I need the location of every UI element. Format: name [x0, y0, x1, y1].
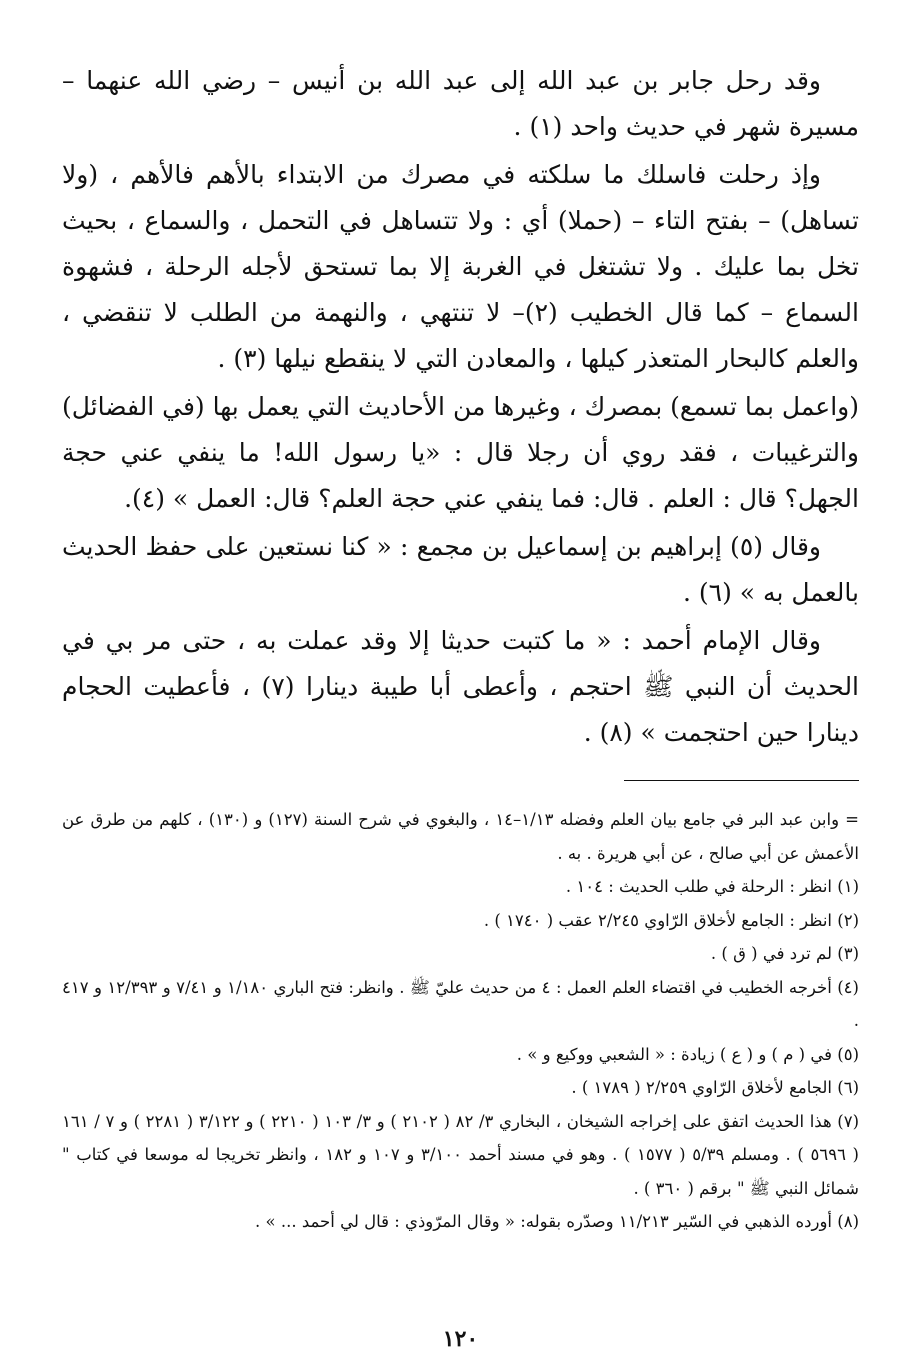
footnote-8: (٨) أورده الذهبي في السّير ١١/٢١٣ وصدّره بقوله: « وقال المرّوذي : قال لي أحمد ... » . [255, 1212, 859, 1231]
footnote-2: (٢) انظر : الجامع لأخلاق الرّاوي ٢/٢٤٥ عقب ( ١٧٤٠ ) . [483, 910, 859, 930]
paragraph-3: (واعمل بما تسمع) بمصرك ، وغيرها من الأحاديث التي يعمل بها (في الفضائل) والترغيبات ، فقد روي أن رجلا قال : «يا رسول الله! ما ينفي عني حجة الجهل؟ قال : العلم . قال: فما ينفي عني حجة العلم؟ قال: العمل » (٤). [62, 392, 859, 513]
paragraph-2: وإذ رحلت فاسلك ما سلكته في مصرك من الابتداء بالأهم فالأهم ، (ولا تساهل) – بفتح التاء – (حملا) أي : ولا تتساهل في التحمل ، والسماع ، بحيث تخل بما عليك . ولا تشتغل في الغربة إلا بما تستحق لأجله الرحلة ، فشهوة السماع – كما قال الخطيب (٢)– لا تنتهي ، والنهمة من الطلب لا تنقضي ، والعلم كالبحار المتعذر كيلها ، والمعادن التي لا ينقطع نيلها (٣) . [62, 160, 859, 373]
footnote-6: (٦) الجامع لأخلاق الرّاوي ٢/٢٥٩ ( ١٧٨٩ ) . [571, 1078, 859, 1097]
paragraph-4: وقال (٥) إبراهيم بن إسماعيل بن مجمع : « كنا نستعين على حفظ الحديث بالعمل به » (٦) . [62, 532, 859, 607]
footnotes [62, 803, 859, 1239]
footnote-3: (٣) لم ترد في ( ق ) . [710, 944, 859, 963]
footnote-7: (٧) هذا الحديث اتفق على إخراجه الشيخان ، البخاري ٣/ ٨٢ ( ٢١٠٢ ) و ٣/ ١٠٣ ( ٢٢١٠ ) و ٣/١٢٢ ( ٢٢٨١ ) و ٧ / ١٦١ ( ٥٦٩٦ ) . ومسلم ٥/٣٩ ( ١٥٧٧ ) . وهو في مسند أحمد ٣/١٠٠ و ١٠٧ و ١٨٢ ، وانظر تخريجا له موسعا في كتاب " شمائل النبي ﷺ " برقم ( ٣٦٠ ) . [62, 1111, 860, 1198]
footnote-1: (١) انظر : الرحلة في طلب الحديث : ١٠٤ . [565, 877, 859, 896]
main-text [62, 58, 859, 756]
footnote-4: (٤) أخرجه الخطيب في اقتضاء العلم العمل : ٤ من حديث عليّ ﷺ . وانظر: فتح الباري ١/١٨٠ و ٧/٤١ و ١٢/٣٩٣ و ٤١٧ . [62, 977, 859, 1030]
footnote-5: (٥) في ( م ) و ( ع ) زيادة : « الشعبي ووكيع و » . [516, 1044, 859, 1064]
footnote-continuation: = وابن عبد البر في جامع بيان العلم وفضله ١/١٣–١٤ ، والبغوي في شرح السنة (١٢٧) و (١٣٠) ، كلهم من طرق عن الأعمش عن أبي صالح ، عن أبي هريرة . به . [62, 810, 859, 863]
footnote-separator [624, 780, 859, 781]
page-number: ١٢٠ [442, 1326, 479, 1352]
paragraph-1: وقد رحل جابر بن عبد الله إلى عبد الله بن أنيس – رضي الله عنهما – مسيرة شهر في حديث واحد (١) . [62, 66, 859, 141]
paragraph-5: وقال الإمام أحمد : « ما كتبت حديثا إلا وقد عملت به ، حتى مر بي في الحديث أن النبي ﷺ احتجم ، وأعطى أبا طيبة دينارا (٧) ، فأعطيت الحجام دينارا حين احتجمت » (٨) . [62, 626, 860, 747]
